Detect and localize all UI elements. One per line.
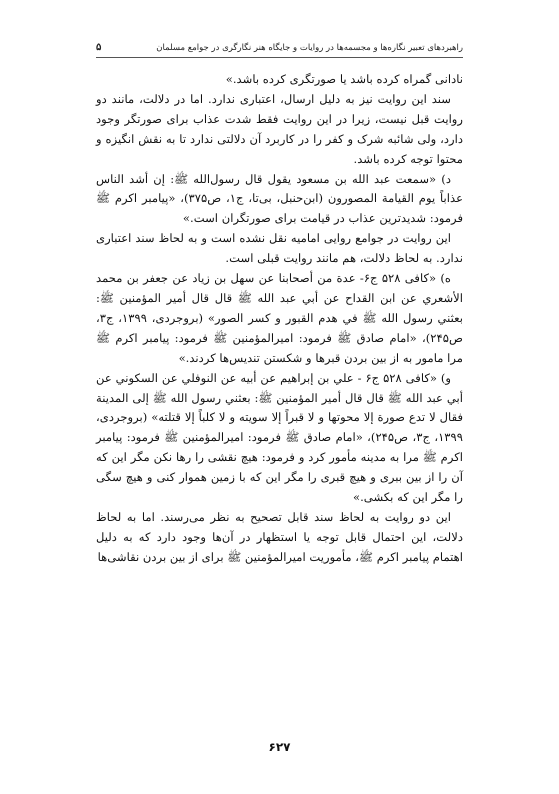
paragraph-1: نادانی گمراه کرده باشد یا صورتگری کرده باشد.»	[225, 72, 463, 86]
body-text	[96, 70, 463, 568]
paragraph-7: این دو روایت به لحاظ سند قابل تصحیح به نظر می‌رسند. اما به لحاظ دلالت، این احتمال قابل توجه یا استظهار در آن‌ها وجود دارد که به دلیل اهتمام پیامبر اکرم ﷺ، مأموریت امیرالمؤمنین ﷺ برای از بین بردن نقاشی‌ها	[96, 509, 463, 564]
running-header	[96, 40, 463, 56]
header-page-mark: ۵	[96, 42, 102, 53]
paragraph-4: این روایت در جوامع روایی امامیه نقل نشده است و به لحاظ سند اعتباری ندارد. به لحاظ دلالت، هم مانند روایت قبلی است.	[96, 231, 463, 266]
paragraph-5: ه) «کافی ۵۲۸ ج۶- عدة من أصحابنا عن سهل بن زياد عن جعفر بن محمد الأشعري عن ابن القداح عن أبي عبد الله ﷺ قال قال أمير المؤمنين ﷺ: بعثني رسول الله ﷺ في هدم القبور و كسر الصور» (بروجردی، ۱۳۹۹، ج۳، ص۲۴۵)، «امام صادق ﷺ فرمود: امیرالمؤمنین ﷺ فرمود: پیامبر اکرم ﷺ مرا مامور به از بین بردن قبرها و شکستن تندیس‌ها کردند.»	[96, 271, 463, 365]
header-divider	[96, 57, 463, 58]
page-number: ۶۲۷	[268, 740, 291, 754]
running-header-title: راهبردهای تعبیر نگاره‌ها و مجسمه‌ها در روایات و جایگاه هنر نگارگری در جوامع مسلمان	[156, 43, 463, 53]
paragraph-3: د) «سمعت عبد الله بن مسعود يقول قال رسول‌الله ﷺ: إن أشد الناس عذاباً يوم القيامة المصورون (ابن‌حنبل، بی‌تا، ج۱، ص۳۷۵)، «پیامبر اکرم ﷺ فرمود: شدیدترین عذاب در قیامت برای صورتگران است.»	[96, 171, 463, 226]
paragraph-6: و) «کافی ۵۲۸ ج۶ - علي بن إبراهيم عن أبيه عن النوفلي عن السكوني عن أبي عبد الله ﷺ قال قال أمير المؤمنين ﷺ: بعثني رسول الله ﷺ إلى المدينة فقال لا تدع صورة إلا محوتها و لا قبراً إلا سويته و لا كلباً إلا قتلته» (بروجردی، ۱۳۹۹، ج۳، ص۲۴۵)، «امام صادق ﷺ فرمود: امیرالمؤمنین ﷺ فرمود: پیامبر اکرم ﷺ مرا به مدینه مأمور کرد و فرمود: هیچ نقشی را رها نکن مگر این که آن را از بین ببری و هیچ قبری را مگر این که با زمین هموار کنی و هیچ سگی را مگر این که بکشی.»	[96, 370, 463, 505]
paragraph-2: سند این روایت نیز به دلیل ارسال، اعتباری ندارد. اما در دلالت، مانند دو روایت قبل نیست، زیرا در این روایت فقط شدت عذاب برای صورتگر وجود دارد، ولی شائبه شرک و کفر را در کاربرد آن دلالتی ندارد تا به نقش انگیزه و محتوا توجه کرده باشد.	[96, 91, 463, 166]
